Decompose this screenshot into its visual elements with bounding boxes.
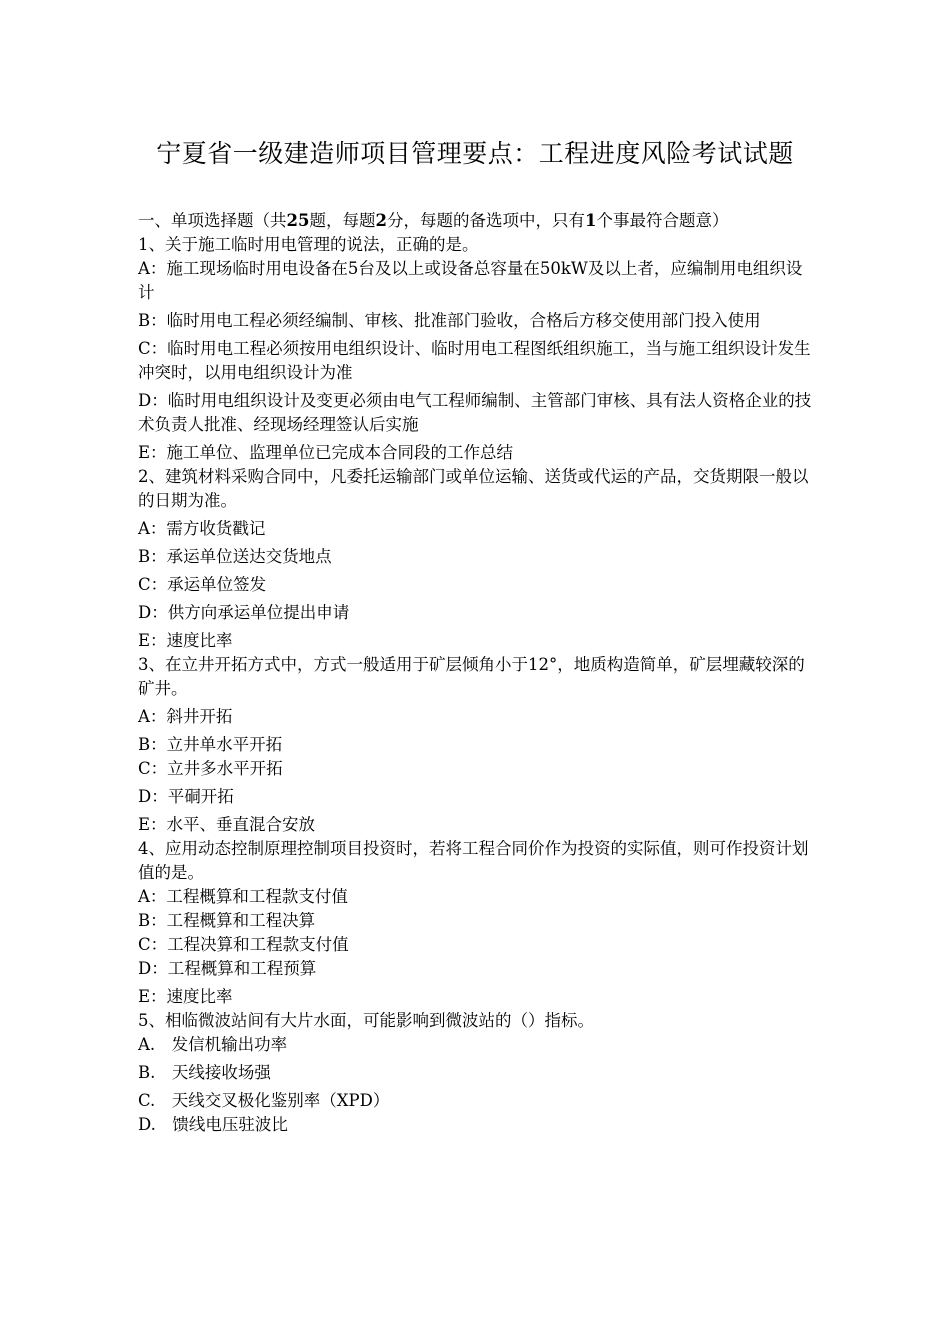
question-option: D：供方向承运单位提出申请 bbox=[138, 603, 350, 622]
question-stem: 1、关于施工临时用电管理的说法，正确的是。 bbox=[138, 235, 479, 254]
question-option: A：斜井开拓 bbox=[138, 707, 233, 726]
question-stem: 3、在立井开拓方式中，方式一般适用于矿层倾角小于12°，地质构造简单，矿层埋藏较深的矿井。 bbox=[138, 655, 805, 698]
question-option: B：承运单位送达交货地点 bbox=[138, 547, 332, 566]
document-title: 宁夏省一级建造师项目管理要点：工程进度风险考试试题 bbox=[156, 139, 794, 168]
question-score: 2 bbox=[375, 211, 387, 230]
question-stem: 5、相临微波站间有大片水面，可能影响到微波站的（）指标。 bbox=[138, 1011, 594, 1030]
question-option: B：立井单水平开拓 bbox=[138, 735, 283, 754]
question-count: 25 bbox=[286, 211, 310, 230]
section-heading-text: 题，每题 bbox=[309, 211, 376, 230]
document-body bbox=[138, 209, 818, 1137]
question-stem: 4、应用动态控制原理控制项目投资时，若将工程合同价作为投资的实际值，则可作投资计划值的是。 bbox=[138, 839, 809, 882]
question-option: D：平硐开拓 bbox=[138, 787, 234, 806]
question-option: D：临时用电组织设计及变更必须由电气工程师编制、主管部门审核、具有法人资格企业的技术负责人批准、经现场经理签认后实施 bbox=[138, 391, 812, 434]
question-option: E：速度比率 bbox=[138, 987, 233, 1006]
question-option: C：临时用电工程必须按用电组织设计、临时用电工程图纸组织施工，当与施工组织设计发生冲突时，以用电组织设计为准 bbox=[138, 339, 811, 382]
section-heading-text: 个事最符合题意） bbox=[596, 211, 729, 230]
question-option: C. 天线交叉极化鉴别率（XPD） bbox=[138, 1091, 390, 1110]
question-option: C：立井多水平开拓 bbox=[138, 759, 283, 778]
question-option: A：工程概算和工程款支付值 bbox=[138, 887, 348, 906]
answer-count: 1 bbox=[584, 211, 597, 230]
question-option: A：施工现场临时用电设备在5台及以上或设备总容量在50kW及以上者，应编制用电组织设计 bbox=[138, 259, 803, 302]
section-heading bbox=[138, 209, 818, 233]
question-option: E：水平、垂直混合安放 bbox=[138, 815, 316, 834]
question-option: E：施工单位、监理单位已完成本合同段的工作总结 bbox=[138, 443, 514, 462]
question-stem: 2、建筑材料采购合同中，凡委托运输部门或单位运输、送货或代运的产品，交货期限一般以的日期为准。 bbox=[138, 467, 809, 510]
question-option: B. 天线接收场强 bbox=[138, 1063, 271, 1082]
question-option: E：速度比率 bbox=[138, 631, 233, 650]
question-option: A：需方收货戳记 bbox=[138, 519, 266, 538]
question-option: D：工程概算和工程预算 bbox=[138, 959, 317, 978]
question-option: B：临时用电工程必须经编制、审核、批准部门验收，合格后方移交使用部门投入使用 bbox=[138, 311, 761, 330]
section-heading-text: 分，每题的备选项中，只有 bbox=[386, 211, 585, 230]
question-option: D. 馈线电压驻波比 bbox=[138, 1115, 288, 1134]
question-option: B：工程概算和工程决算 bbox=[138, 911, 316, 930]
question-option: C：工程决算和工程款支付值 bbox=[138, 935, 349, 954]
question-option: C：承运单位签发 bbox=[138, 575, 267, 594]
question-option: A. 发信机输出功率 bbox=[138, 1035, 288, 1054]
section-heading-text: 一、单项选择题（共 bbox=[138, 211, 287, 230]
